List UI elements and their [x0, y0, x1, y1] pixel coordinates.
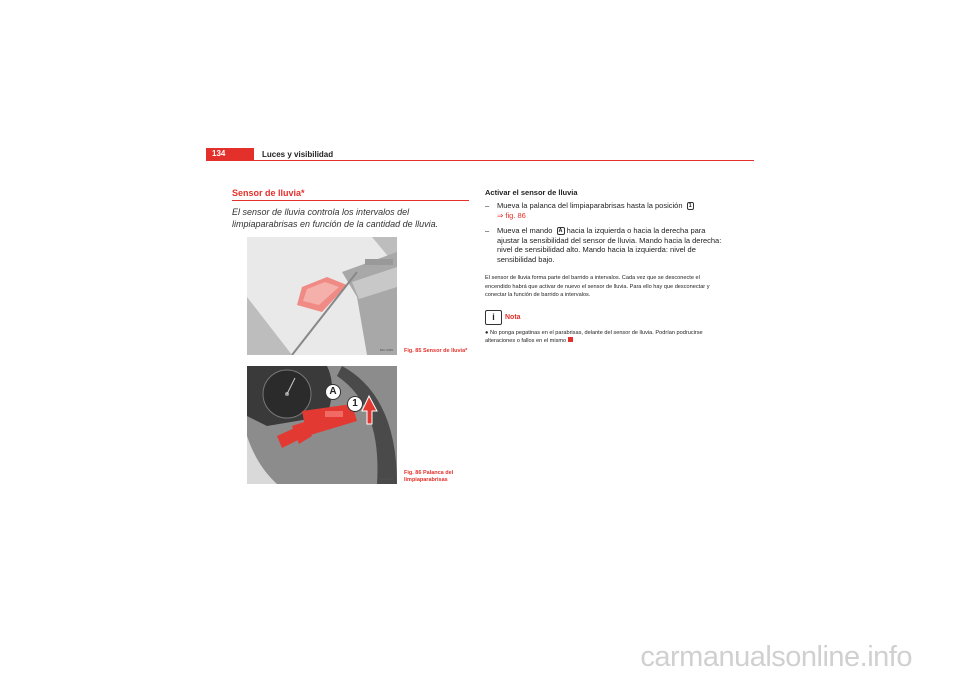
callout-a: A	[325, 384, 341, 400]
section-rule	[232, 200, 469, 201]
header-rule	[206, 160, 754, 161]
step-2	[485, 226, 725, 264]
figure-wiper-lever	[247, 366, 397, 484]
watermark: carmanualsonline.info	[640, 641, 912, 673]
step-1-text: Mueva la palanca del limpiaparabrisas hasta la posición	[497, 201, 683, 210]
figure-caption-85: Fig. 85 Sensor de lluvia*	[404, 348, 468, 354]
position-1-badge: 1	[688, 203, 692, 209]
figure-86-link[interactable]: ⇒ fig. 86	[497, 210, 526, 220]
info-icon: i	[485, 310, 502, 325]
bullet-icon: ●	[485, 329, 489, 336]
step-1	[485, 201, 725, 220]
note-text	[485, 329, 725, 346]
wiper-lever-illustration	[247, 366, 397, 484]
figure-caption-86: Fig. 86 Palanca del limpiaparabrisas	[404, 470, 454, 483]
page-number: 134	[206, 148, 254, 160]
control-a-badge: A	[558, 228, 563, 234]
chapter-title: Luces y visibilidad	[262, 150, 334, 159]
step-2-pre: Mueva el mando	[497, 226, 553, 235]
instructions-column	[485, 188, 725, 346]
note-body: No ponga pegatinas en el parabrisas, delante del sensor de lluvia. Podrían podrucirse alteraciones o fallos en el mismo	[485, 329, 703, 344]
section-intro: El sensor de lluvia controla los intervalos del limpiaparabrisas en función de la cantidad de lluvia.	[232, 207, 439, 229]
figure-code: B1F-0086	[379, 348, 393, 352]
note-header	[485, 310, 725, 325]
instructions-heading: Activar el sensor de lluvia	[485, 188, 578, 197]
step-2-post: hacia la izquierda o hacia la derecha para ajustar la sensibilidad del sensor de lluvia. Mando hacia la derecha: nivel de sensibilidad alto. Mando hacia la izquierda: nivel de sensibilidad bajo.	[497, 226, 722, 264]
info-paragraph: El sensor de lluvia forma parte del barrido a intervalos. Cada vez que se desconecte el encendido habrá que activar de nuevo el sensor de lluvia. Para ello hay que desconectar y conectar la función de barrido a intervalos.	[485, 275, 710, 298]
note-title: Nota	[505, 313, 521, 321]
callout-1: 1	[347, 396, 363, 412]
section-title: Sensor de lluvia*	[232, 188, 305, 198]
rain-sensor-illustration	[247, 237, 397, 355]
figure-rain-sensor	[247, 237, 397, 355]
end-marker-icon	[568, 337, 573, 342]
figure-code: B1F-0445	[379, 477, 393, 481]
